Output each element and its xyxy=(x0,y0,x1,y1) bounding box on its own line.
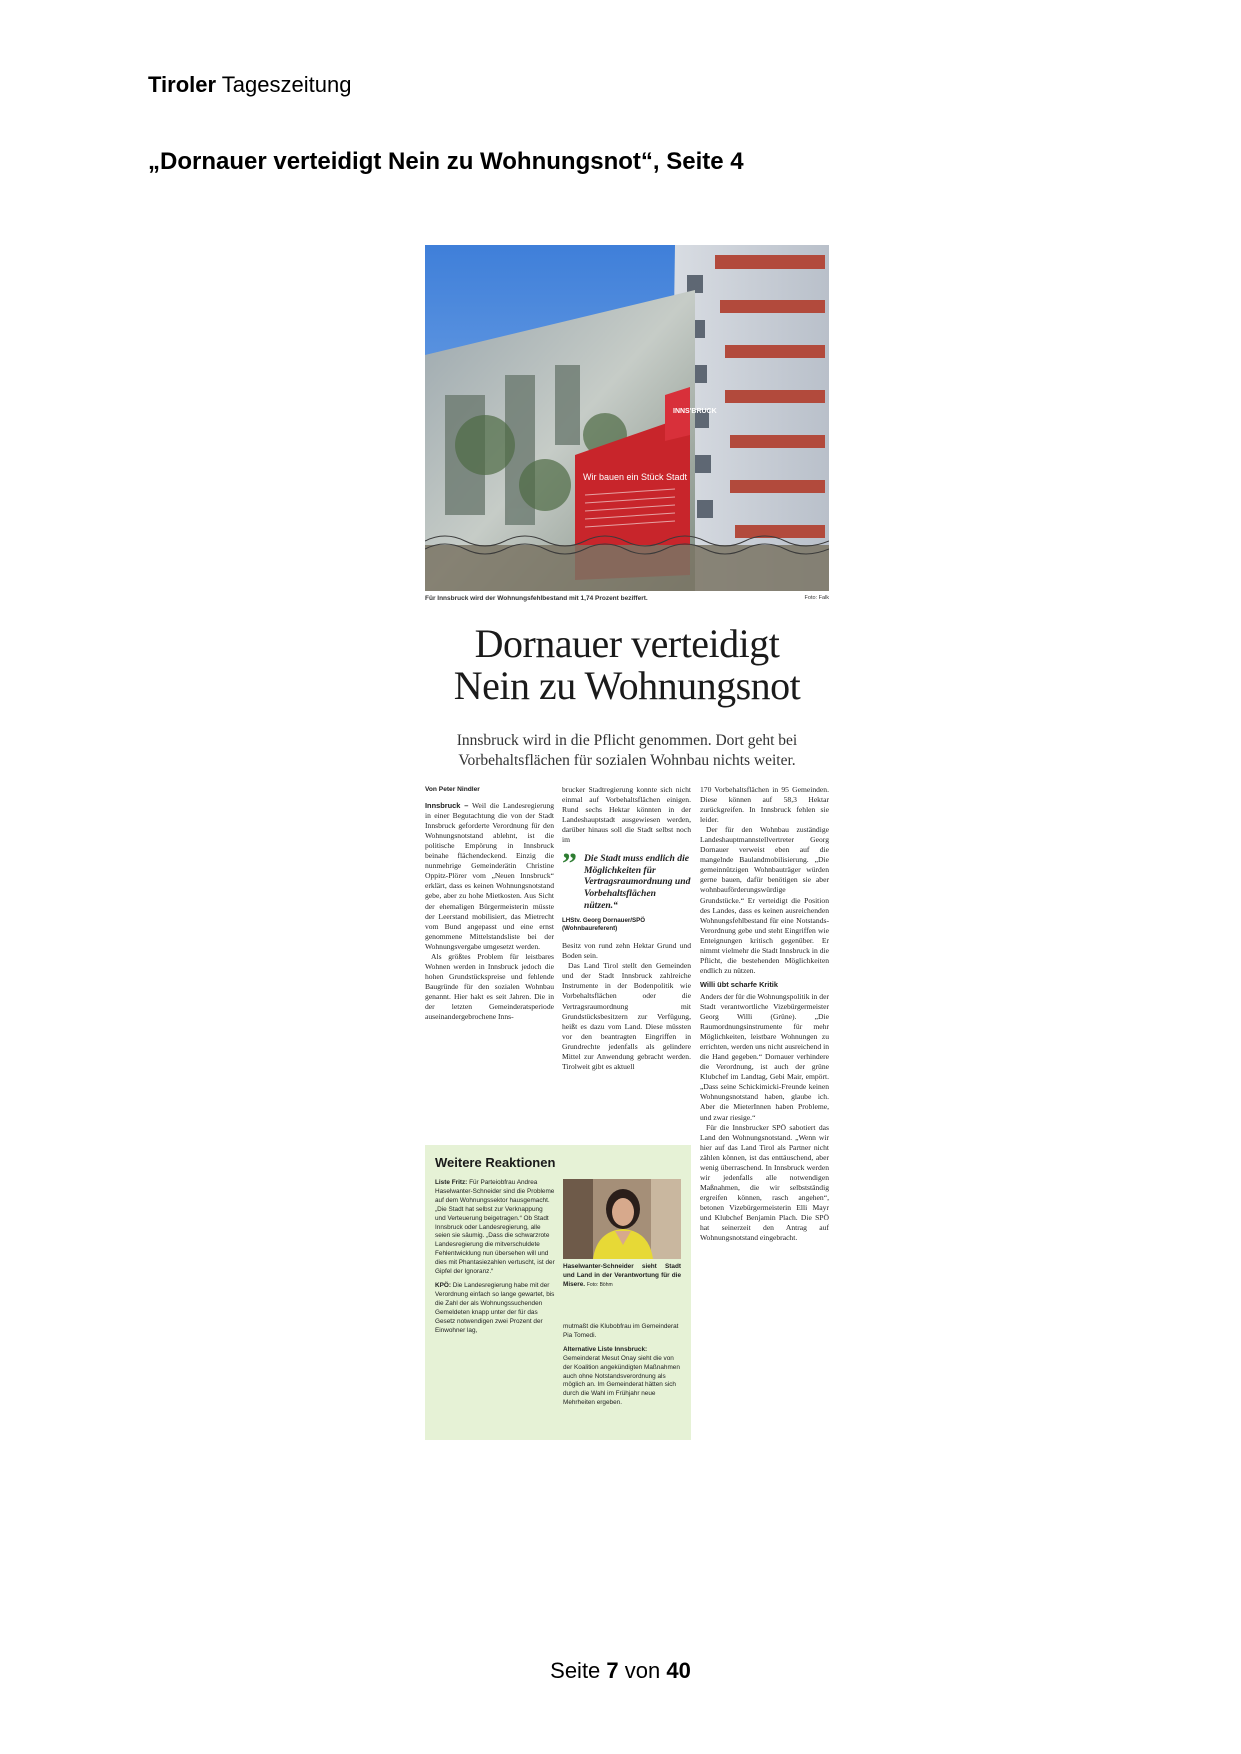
photo-caption-text: Für Innsbruck wird der Wohnungsfehlbestand mit 1,74 Prozent beziffert. xyxy=(425,595,648,602)
photo-credit: Foto: Falk xyxy=(804,595,829,601)
headline-line-2: Nein zu Wohnungsnot xyxy=(453,663,801,708)
publication-name-rest: Tageszeitung xyxy=(216,72,352,97)
headline-line-1: Dornauer verteidigt xyxy=(474,621,780,666)
reactions-column-2 xyxy=(563,1323,683,1413)
reaction-text: Die Landesregierung habe mit der Verordnung einfach so lange gewartet, bis die Zahl der als Wohnungssuchenden Gemeldeten knapp unter der für das Gesetz notwendigen zwei Prozent der Einwohner lag, xyxy=(435,1281,555,1334)
portrait-caption xyxy=(563,1263,681,1290)
quote-source-name: LHStv. Georg Dornauer/SPÖ xyxy=(562,917,646,925)
article-headline xyxy=(425,623,829,707)
reaction-label: KPÖ: xyxy=(435,1281,451,1289)
quote-source xyxy=(562,917,691,933)
publication-name-bold: Tiroler xyxy=(148,72,217,97)
reaction-text: Gemeinderat Mesut Onay sieht die von der Koalition angekündigten Maßnahmen auch ohne Notstandsverordnung als möglich an. Im Gemeinderat hätten sich durch die Wahl im Frühjahr neue Mehrheiten ergeben. xyxy=(563,1354,680,1407)
paragraph: Anders der für die Wohnungspolitik in der Stadt verantwortliche Vizebürgermeister Georg Willi (Grüne). „Die Raumordnungsinstrumente für mehr Möglichkeiten, leistbare Wohnungen zu errichten, werden uns nicht ausreichend in die Hand gegeben.“ Dornauer verhindere die Verordnung, ist auch der grüne Klubchef im Landtag, Gebi Mair, empört. „Dass seine Schickimicki-Freunde keinen Wohnungsnotstand haben, glaube ich. Aber die MieterInnen haben Probleme, und zwar riesige.“ xyxy=(700,991,829,1122)
paragraph: 170 Vorbehaltsflächen in 95 Gemeinden. Diese können auf 58,3 Hektar zurückgreifen. In Innsbruck fehlen sie leider. xyxy=(700,785,829,825)
subline-line-1: Innsbruck wird in die Pflicht genommen. Dort geht bei xyxy=(456,732,798,749)
pull-quote xyxy=(562,847,691,933)
dateline: Innsbruck – xyxy=(425,801,469,811)
reaction-item xyxy=(435,1179,555,1277)
reaction-item xyxy=(435,1282,555,1335)
article-photo xyxy=(425,245,829,591)
article-column-2 xyxy=(562,785,691,1072)
portrait-caption-text: Haselwanter-Schneider sieht Stadt und Land in der Verantwortung für die Misere. xyxy=(563,1263,681,1288)
paragraph: Als größtes Problem für leistbares Wohnen werden in Innsbruck jedoch die hohen Grundstückspreise und fehlende Baugründe für den sozialen Wohnbau genannt. Hier hakt es seit Jahren. Die in der letzten Gemeinderatsperiode auseinandergebrochene Inns- xyxy=(425,951,554,1022)
total-pages: 40 xyxy=(666,1658,691,1683)
reaction-item xyxy=(563,1346,683,1408)
sign-slogan-text: Wir bauen ein Stück Stadt xyxy=(583,472,688,482)
quote-mark-icon: ” xyxy=(562,847,577,881)
subline-line-2: Vorbehaltsflächen für sozialen Wohnbau nichts weiter. xyxy=(458,752,796,769)
page-number xyxy=(0,1658,1241,1684)
article-subheadline xyxy=(425,731,829,771)
article-column-1 xyxy=(425,785,554,1022)
quote-text: Die Stadt muss endlich die Möglichkeiten für Vertragsraumordnung und Vorbehaltsflächen nützen.“ xyxy=(584,853,691,911)
reaction-text: Für Parteiobfrau Andrea Haselwanter-Schneider sind die Probleme auf dem Wohnungssektor hausgemacht. „Die Stadt hat selbst zur Verknappung und Verteuerung beigetragen.“ Ob Stadt Innsbruck oder Landesregierung, alle seien sie säumig. „Dass die schwarzrote Landesregierung die mitverschuldete Fehlentwicklung nun übersehen will und dies mit Phantasiezahlen vertuscht, ist der Gipfel der Ignoranz.“ xyxy=(435,1179,555,1276)
publication-name xyxy=(148,72,351,98)
paragraph-text: Weil die Landesregierung in einer Begutachtung die von der Stadt Innsbruck geforderte Verordnung für den Wohnungsnotstand ablehnt, ist die politische Empörung in Innsbruck beinahe flächendeckend. Einzig die nunmehrige Gemeinderätin Christine Oppitz-Plörer vom „Neuen Innsbruck“ erklärt, dass es keinen Wohnungsnotstand gebe, aber zu hohe Mietkosten. Aus Sicht der ehemaligen Bürgermeisterin müsste der Leerstand mobilisiert, das Mietrecht vom Bund angepasst und eine ernst genommene Mittelstandsliste bei der Wohnungsvergabe umgesetzt werden. xyxy=(425,801,554,951)
byline: Von Peter Nindler xyxy=(425,786,480,793)
paragraph: Für die Innsbrucker SPÖ sabotiert das Land den Wohnungsnotstand. „Wenn wir hier auf das Land Tirol als Partner nicht zählen können, ist das enttäuschend, aber wenig überraschend. In Innsbruck werden wir jedenfalls alle notwendigen Maßnahmen, die wir selbstständig ergreifen können, rasch angehen“, betonen Vizebürgermeisterin Elli Mayr und Klubchef Benjamin Plach. Die SPÖ hat seinerzeit den Antrag auf Wohnungsnotstand eingebracht. xyxy=(700,1122,829,1243)
reaction-label: Alternative Liste Innsbruck: xyxy=(563,1345,648,1353)
portrait-credit: Foto: Böhm xyxy=(586,1281,613,1288)
current-page: 7 xyxy=(606,1658,619,1683)
photo-caption xyxy=(425,595,829,602)
newspaper-clipping xyxy=(425,245,829,1440)
page-middle: von xyxy=(618,1658,667,1683)
paragraph: Das Land Tirol stellt den Gemeinden und der Stadt Innsbruck zahlreiche Instrumente in der Bodenpolitik wie Vorbehaltsflächen oder die Vertragsraumordnung mit Grundstücksbesitzern zur Verfügung, heißt es dazu vom Land. Diese müssten vor den beantragten Eingriffen in Grundrechte jedenfalls als gelindere Mittel zur Anwendung gebracht werden. Tirolweit gibt es aktuell xyxy=(562,961,691,1071)
reaction-text: mutmaßt die Klubobfrau im Gemeinderat Pia Tomedi. xyxy=(563,1323,679,1339)
article-column-3 xyxy=(700,785,829,1243)
reactions-box xyxy=(425,1145,691,1440)
reactions-title: Weitere Reaktionen xyxy=(435,1155,556,1170)
page-prefix: Seite xyxy=(550,1658,607,1683)
reaction-label: Liste Fritz: xyxy=(435,1179,468,1186)
portrait-photo xyxy=(563,1179,681,1259)
sign-logo-text: INNS'BRUCK xyxy=(673,408,717,415)
document-title: „Dornauer verteidigt Nein zu Wohnungsnot“, Seite 4 xyxy=(148,148,744,175)
reactions-column-1 xyxy=(435,1179,555,1340)
paragraph: Besitz von rund zehn Hektar Grund und Boden sein. xyxy=(562,941,691,961)
paragraph: brucker Stadtregierung konnte sich nicht einmal auf Vorbehaltsflächen einigen. Rund sechs Hektar könnten in der Landeshauptstadt ausgewiesen werden, darüber hinaus soll die Stadt selbst noch im xyxy=(562,785,691,845)
paragraph: Der für den Wohnbau zuständige Landeshauptmannstellvertreter Georg Dornauer verweist eben auf die mangelnde Baulandmobilisierung. „Die gemeinnützigen Wohnbauträger würden gerne bauen, dafür benötigen sie aber wohnbauförderungswürdige Grundstücke.“ Er verteidigt die Position des Landes, dass es keinen ausreichenden Wohnungsfehlbestand für eine Notstands-Verordnung gebe und steht Eingriffen wie Enteignungen kritisch gegenüber. Er nimmt vielmehr die Stadt Innsbruck in die Pflicht, die bestehenden Möglichkeiten endlich zu nützen. xyxy=(700,825,829,975)
section-subheading: Willi übt scharfe Kritik xyxy=(700,979,778,989)
paragraph xyxy=(425,801,554,952)
quote-source-role: (Wohnbaureferent) xyxy=(562,925,618,933)
